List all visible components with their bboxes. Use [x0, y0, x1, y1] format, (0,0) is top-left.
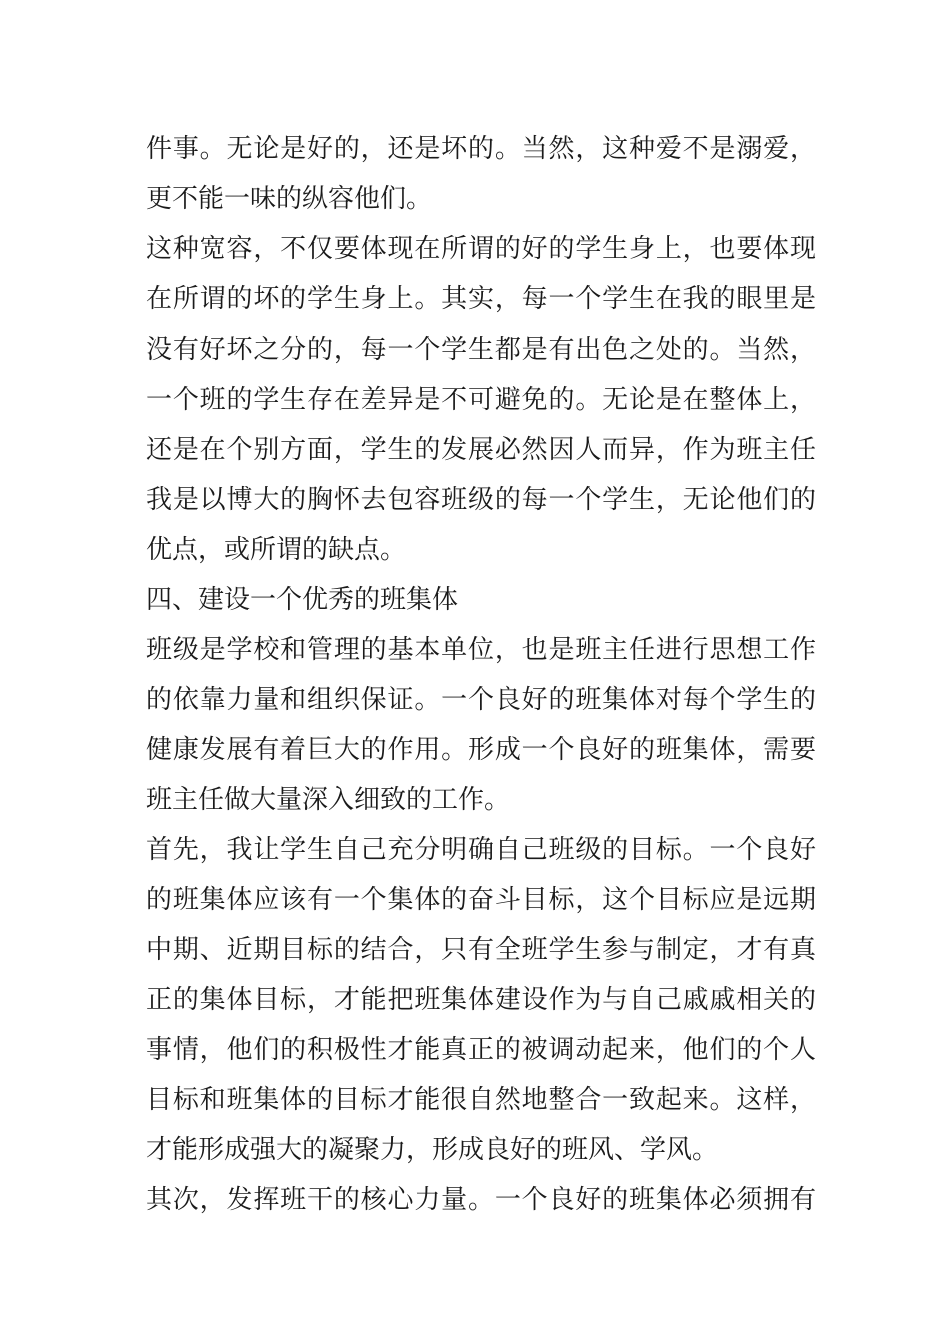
section-heading: 四、建设一个优秀的班集体 [146, 585, 459, 615]
text-line: 在所谓的坏的学生身上。其实，每一个学生在我的眼里是 [146, 284, 816, 314]
text-line: 没有好坏之分的，每一个学生都是有出色之处的。当然， [146, 335, 816, 365]
text-line: 中期、近期目标的结合，只有全班学生参与制定，才有真 [146, 935, 816, 965]
text-line: 一个班的学生存在差异是不可避免的。无论是在整体上， [146, 385, 816, 415]
text-line: 的班集体应该有一个集体的奋斗目标，这个目标应是远期 [146, 885, 816, 915]
text-line: 班级是学校和管理的基本单位，也是班主任进行思想工作 [146, 635, 816, 665]
text-line: 还是在个别方面，学生的发展必然因人而异，作为班主任 [146, 435, 816, 465]
text-line: 其次，发挥班干的核心力量。一个良好的班集体必须拥有 [146, 1185, 816, 1215]
text-line: 的依靠力量和组织保证。一个良好的班集体对每个学生的 [146, 685, 816, 715]
text-line: 正的集体目标，才能把班集体建设作为与自己戚戚相关的 [146, 985, 816, 1015]
text-line: 健康发展有着巨大的作用。形成一个良好的班集体，需要 [146, 735, 816, 765]
text-line: 我是以博大的胸怀去包容班级的每一个学生，无论他们的 [146, 485, 816, 515]
text-line: 事情，他们的积极性才能真正的被调动起来，他们的个人 [146, 1035, 816, 1065]
text-line: 首先，我让学生自己充分明确自己班级的目标。一个良好 [146, 835, 816, 865]
text-line: 才能形成强大的凝聚力，形成良好的班风、学风。 [146, 1135, 719, 1165]
text-line: 目标和班集体的目标才能很自然地整合一致起来。这样， [146, 1085, 816, 1115]
text-line: 优点，或所谓的缺点。 [146, 535, 407, 565]
text-line: 这种宽容，不仅要体现在所谓的好的学生身上，也要体现 [146, 234, 816, 264]
text-line: 更不能一味的纵容他们。 [146, 184, 433, 214]
text-line: 班主任做大量深入细致的工作。 [146, 785, 511, 815]
text-line: 件事。无论是好的，还是坏的。当然，这种爱不是溺爱， [146, 134, 816, 164]
